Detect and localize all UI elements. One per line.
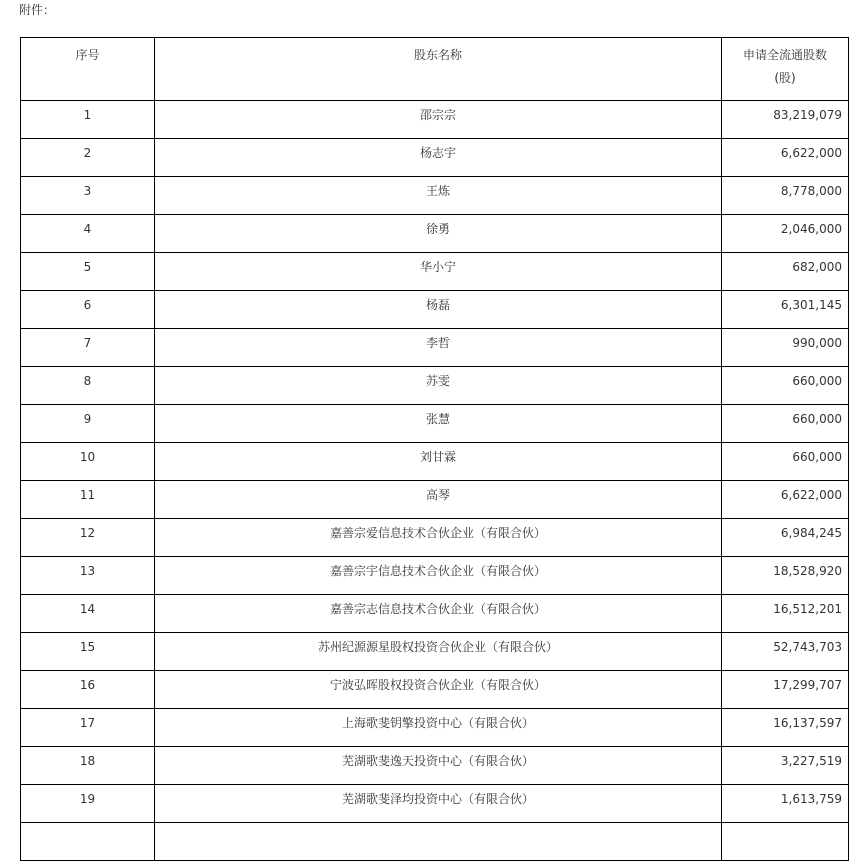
shareholder-table: [20, 37, 849, 861]
cell-shares: 17,299,707: [722, 671, 849, 709]
cell-index: 16: [21, 671, 155, 709]
cell-name: 李哲: [155, 329, 722, 367]
table-header-row: [21, 38, 849, 101]
cell-index: 12: [21, 519, 155, 557]
cell-shares: 660,000: [722, 443, 849, 481]
cell-name: 华小宁: [155, 253, 722, 291]
cell-name: 苏州纪源源星股权投资合伙企业（有限合伙）: [155, 633, 722, 671]
table-row: [21, 785, 849, 823]
cell-name: 刘甘霖: [155, 443, 722, 481]
header-shares-label: 申请全流通股数: [742, 48, 827, 62]
cell-name: 邵宗宗: [155, 101, 722, 139]
header-shares: [722, 38, 849, 101]
cell-name: 芜湖歌斐泽均投资中心（有限合伙）: [155, 785, 722, 823]
table-row: [21, 823, 849, 861]
cell-index: 6: [21, 291, 155, 329]
table-row: [21, 481, 849, 519]
table-row: [21, 139, 849, 177]
table-row: [21, 329, 849, 367]
cell-name: 杨磊: [155, 291, 722, 329]
cell-name: 芜湖歌斐逸天投资中心（有限合伙）: [155, 747, 722, 785]
header-name-label: 股东名称: [413, 48, 462, 62]
cell-index: 1: [21, 101, 155, 139]
table-row: [21, 405, 849, 443]
cell-shares: 6,622,000: [722, 139, 849, 177]
table-row: [21, 253, 849, 291]
table-row: [21, 671, 849, 709]
cell-index: 5: [21, 253, 155, 291]
cell-index: 15: [21, 633, 155, 671]
cell-name: 徐勇: [155, 215, 722, 253]
attachment-label: 附件：: [19, 3, 56, 17]
cell-index: 4: [21, 215, 155, 253]
header-index-label: 序号: [75, 48, 100, 62]
table-row: [21, 519, 849, 557]
table-row: [21, 747, 849, 785]
cell-shares: [722, 823, 849, 861]
table-row: [21, 215, 849, 253]
cell-index: 13: [21, 557, 155, 595]
table-body: [21, 101, 849, 861]
cell-shares: 6,622,000: [722, 481, 849, 519]
cell-name: 上海歌斐钥擎投资中心（有限合伙）: [155, 709, 722, 747]
table-row: [21, 177, 849, 215]
cell-shares: 6,301,145: [722, 291, 849, 329]
header-shares-unit: (股): [774, 71, 796, 85]
cell-index: 14: [21, 595, 155, 633]
table-row: [21, 367, 849, 405]
cell-name: 王炼: [155, 177, 722, 215]
cell-name: [155, 823, 722, 861]
cell-shares: 16,137,597: [722, 709, 849, 747]
cell-name: 嘉善宗志信息技术合伙企业（有限合伙）: [155, 595, 722, 633]
cell-shares: 660,000: [722, 405, 849, 443]
table-row: [21, 291, 849, 329]
cell-shares: 8,778,000: [722, 177, 849, 215]
table-row: [21, 633, 849, 671]
cell-index: 8: [21, 367, 155, 405]
cell-shares: 52,743,703: [722, 633, 849, 671]
table-row: [21, 595, 849, 633]
cell-index: 3: [21, 177, 155, 215]
table-row: [21, 557, 849, 595]
cell-index: 11: [21, 481, 155, 519]
cell-index: 17: [21, 709, 155, 747]
cell-shares: 2,046,000: [722, 215, 849, 253]
cell-shares: 682,000: [722, 253, 849, 291]
cell-name: 嘉善宗爱信息技术合伙企业（有限合伙）: [155, 519, 722, 557]
cell-name: 张慧: [155, 405, 722, 443]
table-row: [21, 101, 849, 139]
cell-index: 7: [21, 329, 155, 367]
cell-name: 高琴: [155, 481, 722, 519]
cell-shares: 83,219,079: [722, 101, 849, 139]
cell-index: 10: [21, 443, 155, 481]
cell-name: 杨志宇: [155, 139, 722, 177]
cell-index: [21, 823, 155, 861]
cell-index: 19: [21, 785, 155, 823]
cell-shares: 3,227,519: [722, 747, 849, 785]
header-index: [21, 38, 155, 101]
table-row: [21, 709, 849, 747]
cell-name: 苏雯: [155, 367, 722, 405]
cell-index: 9: [21, 405, 155, 443]
cell-shares: 660,000: [722, 367, 849, 405]
cell-index: 18: [21, 747, 155, 785]
cell-shares: 18,528,920: [722, 557, 849, 595]
cell-shares: 1,613,759: [722, 785, 849, 823]
cell-name: 宁波弘晖股权投资合伙企业（有限合伙）: [155, 671, 722, 709]
cell-index: 2: [21, 139, 155, 177]
cell-name: 嘉善宗宇信息技术合伙企业（有限合伙）: [155, 557, 722, 595]
cell-shares: 16,512,201: [722, 595, 849, 633]
cell-shares: 6,984,245: [722, 519, 849, 557]
table-row: [21, 443, 849, 481]
header-name: [155, 38, 722, 101]
cell-shares: 990,000: [722, 329, 849, 367]
